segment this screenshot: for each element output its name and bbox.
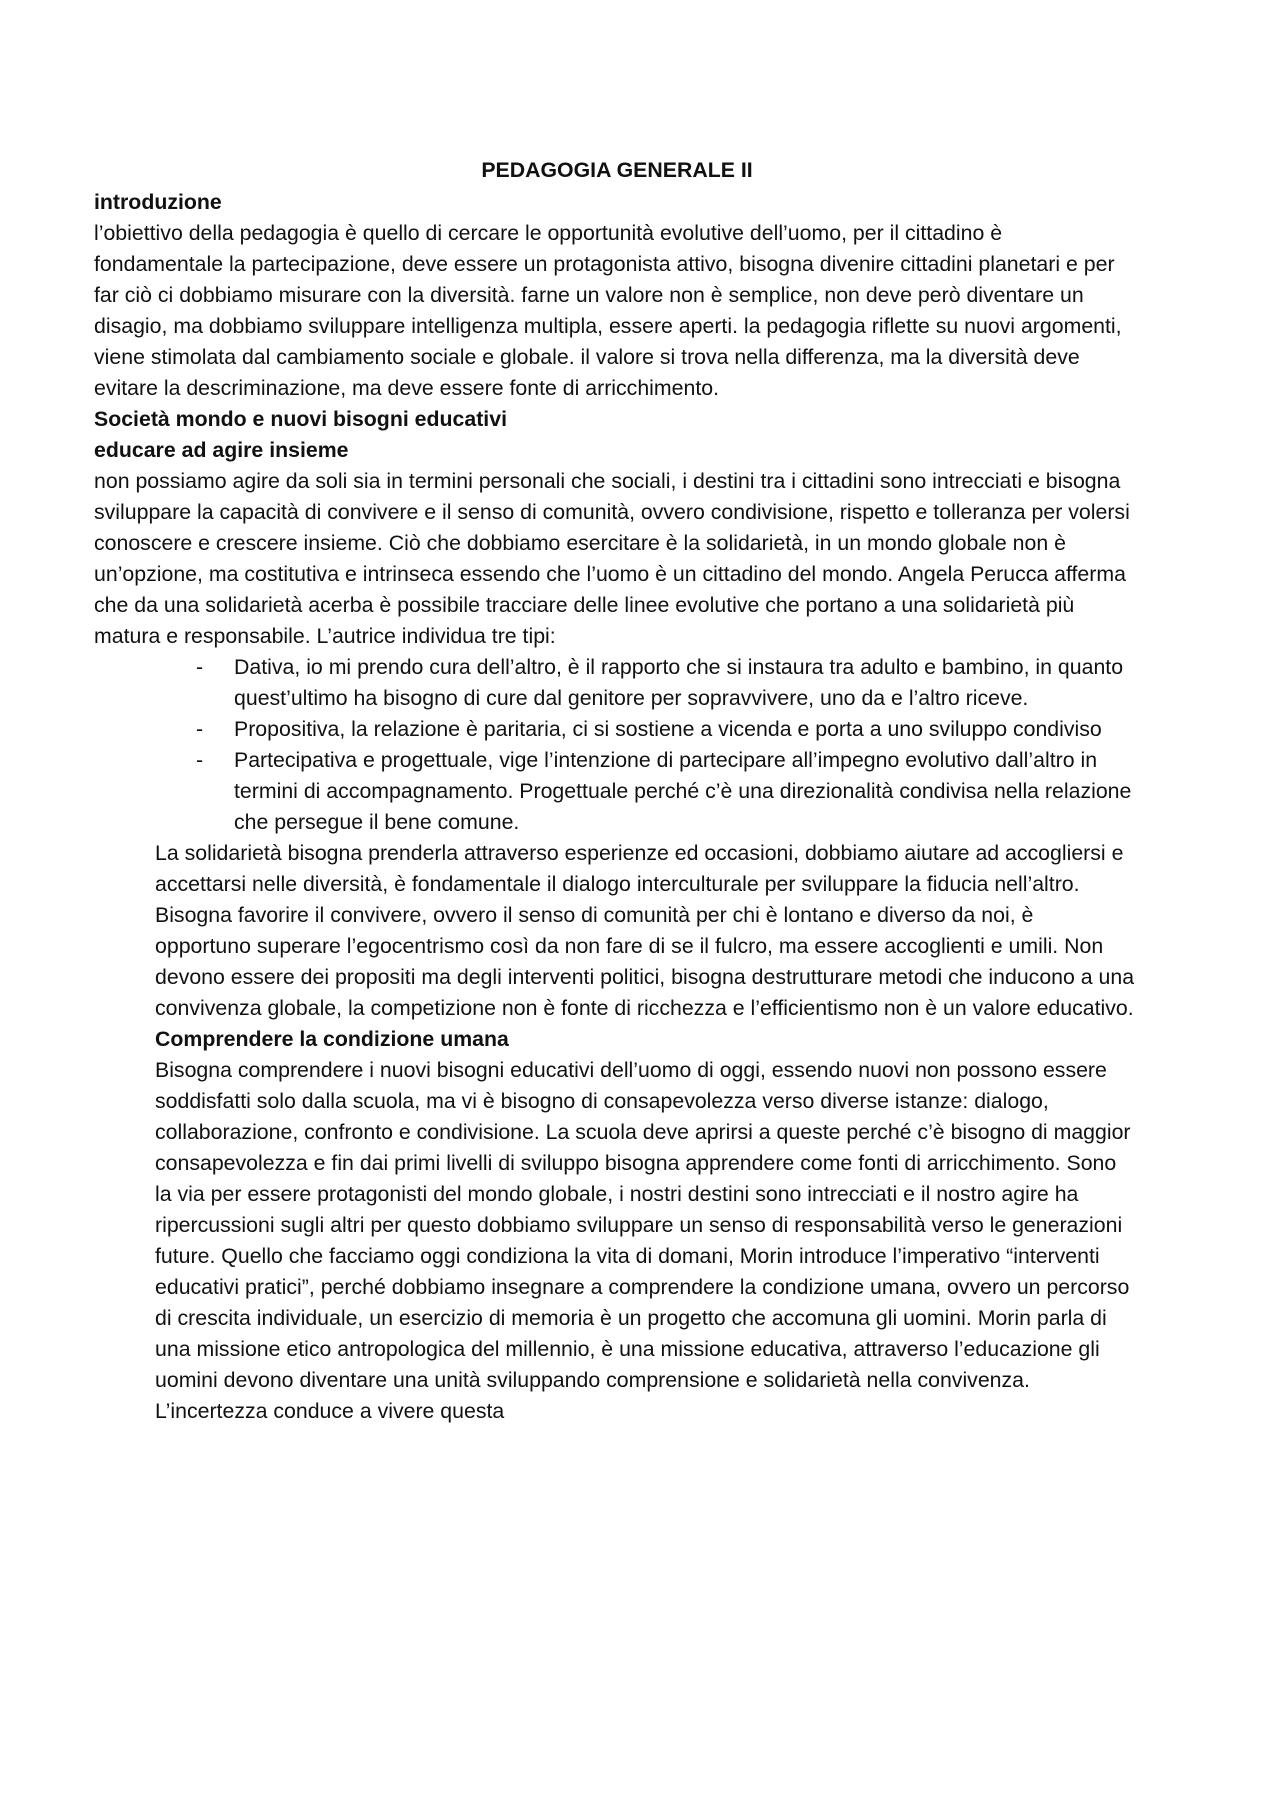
list-item: [196, 652, 1134, 714]
heading-introduzione: introduzione: [94, 190, 222, 214]
heading-societa-mondo: Società mondo e nuovi bisogni educativi: [94, 407, 507, 431]
paragraph-educare-insieme: non possiamo agire da soli sia in termini personali che sociali, i destini tra i cittadini sono intrecciati e bisogna sviluppare la capacità di convivere e il senso di comunità, ovvero condivisione, rispetto e tolleranza per volersi conoscere e crescere insieme. Ciò che dobbiamo esercitare è la solidarietà, in un mondo globale non è un’opzione, ma costitutiva e intrinseca essendo che l’uomo è un cittadino del mondo. Angela Perucca afferma che da una solidarietà acerba è possibile tracciare delle linee evolutive che portano a una solidarietà più matura e responsabile. L’autrice individua tre tipi:: [94, 469, 1130, 648]
list-item-text: Partecipativa e progettuale, vige l’intenzione di partecipare all’impegno evolutivo dall’altro in termini di accompagnamento. Progettuale perché c’è una direzionalità condivisa nella relazione che persegue il bene comune.: [234, 748, 1132, 834]
solidarity-types-list: [94, 652, 1134, 838]
list-bullet: -: [196, 717, 204, 741]
paragraph-introduzione: l’obiettivo della pedagogia è quello di cercare le opportunità evolutive dell’uomo, per il cittadino è fondamentale la partecipazione, deve essere un protagonista attivo, bisogna divenire cittadini planetari e per far ciò ci dobbiamo misurare con la diversità. farne un valore non è semplice, non deve però diventare un disagio, ma dobbiamo sviluppare intelligenza multipla, essere aperti. la pedagogia riflette su nuovi argomenti, viene stimolata dal cambiamento sociale e globale. il valore si trova nella differenza, ma la diversità deve evitare la descriminazione, ma deve essere fonte di arricchimento.: [94, 221, 1122, 400]
list-item: [196, 745, 1134, 838]
list-bullet: -: [196, 655, 204, 679]
heading-condizione-umana: Comprendere la condizione umana: [155, 1027, 509, 1051]
paragraph-condizione-umana: Bisogna comprendere i nuovi bisogni educativi dell’uomo di oggi, essendo nuovi non possono essere soddisfatti solo dalla scuola, ma vi è bisogno di consapevolezza verso diverse istanze: dialogo, collaborazione, confronto e condivisione. La scuola deve aprirsi a queste perché c’è bisogno di maggior consapevolezza e fin dai primi livelli di sviluppo bisogna apprendere come fonti di arricchimento. Sono la via per essere protagonisti del mondo globale, i nostri destini sono intrecciati e il nostro agire ha ripercussioni sugli altri per questo dobbiamo sviluppare un senso di responsabilità verso le generazioni future. Quello che facciamo oggi condiziona la vita di domani, Morin introduce l’imperativo “interventi educativi pratici”, perché dobbiamo insegnare a comprendere la condizione umana, ovvero un percorso di crescita individuale, un esercizio di memoria è un progetto che accomuna gli uomini. Morin parla di una missione etico antropologica del millennio, è una missione educativa, attraverso l’educazione gli uomini devono diventare una unità sviluppando comprensione e solidarietà nella convivenza. L’incertezza conduce a vivere questa: [155, 1058, 1131, 1423]
page-title: PEDAGOGIA GENERALE II: [481, 158, 753, 182]
heading-educare-insieme: educare ad agire insieme: [94, 438, 349, 462]
list-item-text: Dativa, io mi prendo cura dell’altro, è il rapporto che si instaura tra adulto e bambino, in quanto quest’ultimo ha bisogno di cure dal genitore per sopravvivere, uno da e l’altro riceve.: [234, 655, 1124, 710]
paragraph-solidarieta: La solidarietà bisogna prenderla attraverso esperienze ed occasioni, dobbiamo aiutare ad accogliersi e accettarsi nelle diversità, è fondamentale il dialogo interculturale per sviluppare la fiducia nell’altro. Bisogna favorire il convivere, ovvero il senso di comunità per chi è lontano e diverso da noi, è opportuno superare l’egocentrismo così da non fare di se il fulcro, ma essere accoglienti e umili. Non devono essere dei propositi ma degli interventi politici, bisogna destrutturare metodi che inducono a una convivenza globale, la competizione non è fonte di ricchezza e l’efficientismo non è un valore educativo.: [155, 841, 1135, 1020]
list-item-text: Propositiva, la relazione è paritaria, ci si sostiene a vicenda e porta a uno sviluppo condiviso: [234, 717, 1102, 741]
list-bullet: -: [196, 748, 204, 772]
list-item: [196, 714, 1134, 745]
